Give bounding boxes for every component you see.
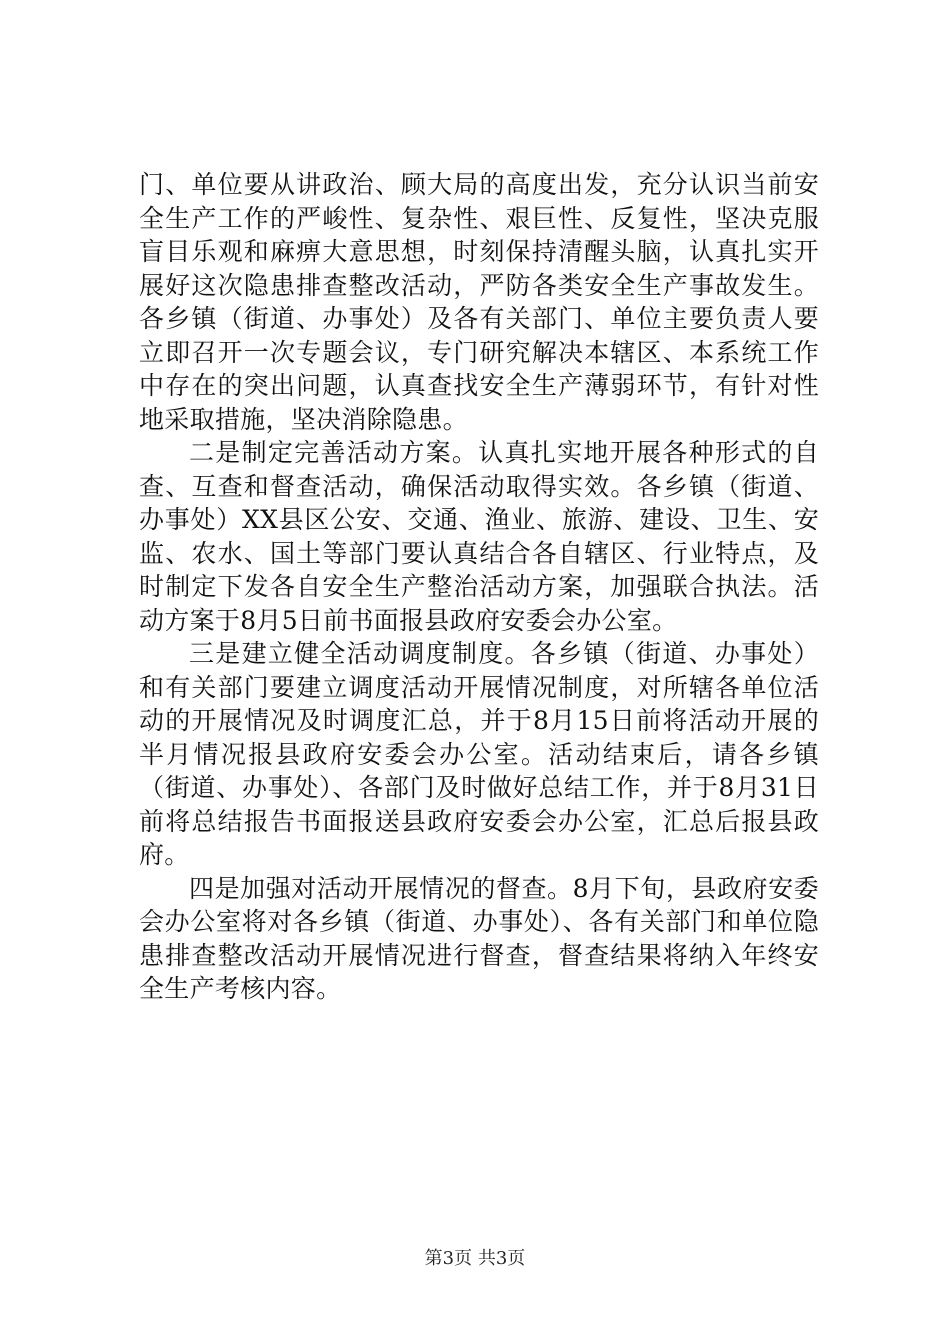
paragraph-continued: 门、单位要从讲政治、顾大局的高度出发，充分认识当前安全生产工作的严峻性、复杂性、艰巨性、反复性，坚决克服盲目乐观和麻痹大意思想，时刻保持清醒头脑，认真扎实开展好这次隐患排查整改活动，严防各类安全生产事故发生。各乡镇（街道、办事处）及各有关部门、单位主要负责人要立即召开一次专题会议，专门研究解决本辖区、本系统工作中存在的突出问题，认真查找安全生产薄弱环节，有针对性地采取措施，坚决消除隐患。 [139,170,819,434]
document-body [139,168,819,1006]
paragraph-activity-plan: 二是制定完善活动方案。认真扎实地开展各种形式的自查、互查和督查活动，确保活动取得实效。各乡镇（街道、办事处）XX县区公安、交通、渔业、旅游、建设、卫生、安监、农水、国土等部门要认真结合各自辖区、行业特点，及时制定下发各自安全生产整治活动方案，加强联合执法。活动方案于8月5日前书面报县政府安委会办公室。 [139,438,819,635]
paragraph-scheduling-system: 三是建立健全活动调度制度。各乡镇（街道、办事处）和有关部门要建立调度活动开展情况制度，对所辖各单位活动的开展情况及时调度汇总，并于8月15日前将活动开展的半月情况报县政府安委会办公室。活动结束后，请各乡镇（街道、办事处）、各部门及时做好总结工作，并于8月31日前将总结报告书面报送县政府安委会办公室，汇总后报县政府。 [139,639,819,869]
page-number-footer: 第3页 共3页 [424,1248,526,1269]
paragraph-supervision: 四是加强对活动开展情况的督查。8月下旬，县政府安委会办公室将对各乡镇（街道、办事处）、各有关部门和单位隐患排查整改活动开展情况进行督查，督查结果将纳入年终安全生产考核内容。 [139,873,819,1003]
